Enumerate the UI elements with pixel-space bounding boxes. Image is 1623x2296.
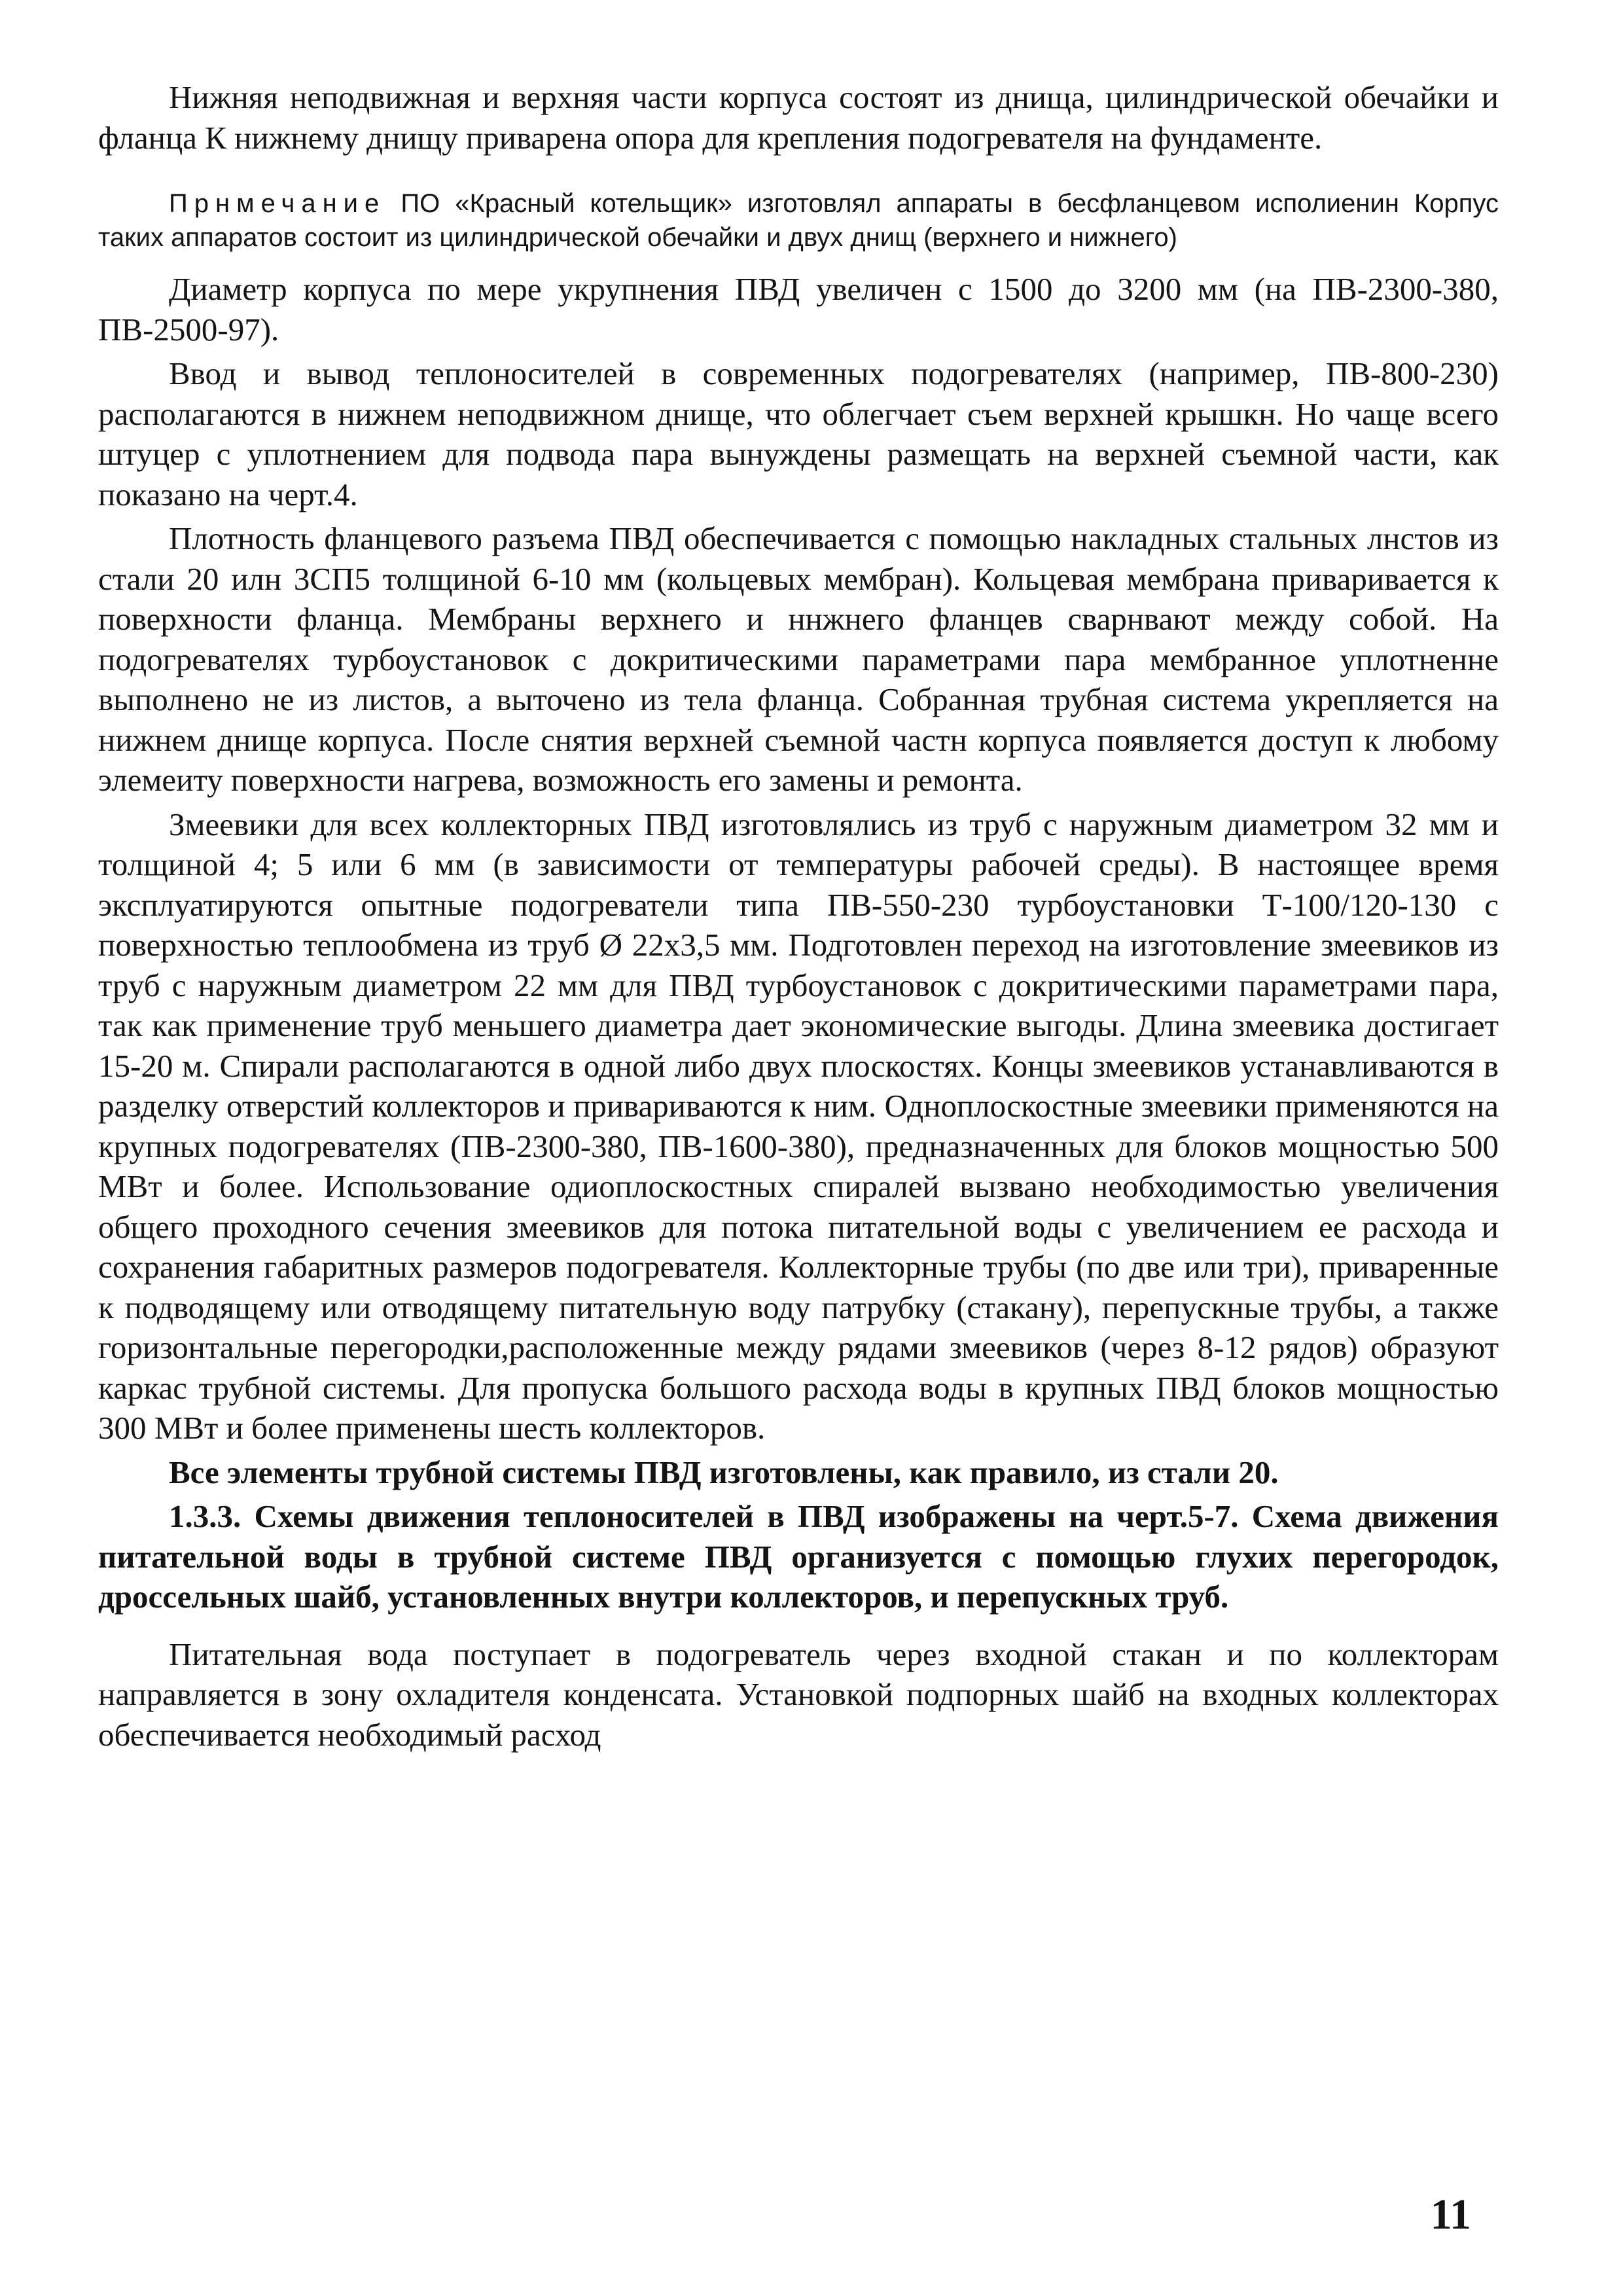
note-label: Прнмечание <box>169 189 386 218</box>
paragraph-coils: Змеевики для всех коллекторных ПВД изготовлялись из труб с наружным диаметром 32 мм и толщиной 4; 5 или 6 мм (в зависимости от температуры рабочей среды). В настоящее время эксплуатируются опытные подогреватели типа ПВ-550-230 турбоустановки Т-100/120-130 с поверхностью теплообмена из труб Ø 22х3,5 мм. Подготовлен переход на изготовление змеевиков из труб с наружным диаметром 22 мм для ПВД турбоустановок с докритическими параметрами пара, так как применение труб меньшего диаметра дает экономические выгоды. Длина змеевика достигает 15-20 м. Спирали располагаются в одной либо двух плоскостях. Концы змеевиков устанавливаются в разделку отверстий коллекторов и привариваются к ним. Одноплоскостные змеевики применяются на крупных подогревателях (ПВ-2300-380, ПВ-1600-380), предназначенных для блоков мощностью 500 МВт и более. Использование одиоплоскостных спиралей вызвано необходимостью увеличения общего проходного сечения змеевиков для потока питательной воды с увеличением ее расхода и сохранения габаритных размеров подогревателя. Коллекторные трубы (по две или три), приваренные к подводящему или отводящему питательную воду патрубку (стакану), перепускные трубы, а также горизонтальные перегородки,расположенные между рядами змеевиков (через 8-12 рядов) образуют каркас трубной системы. Для пропуска большого расхода воды в крупных ПВД блоков мощностью 300 МВт и более применены шесть коллекторов. <box>98 806 1499 1446</box>
note-text: ПО «Красный котельщик» изготовлял аппараты в бесфланцевом исполиенин Корпус таких аппаратов состоит из цилиндрической обечайки и двух днищ (верхнего и нижнего) <box>98 189 1499 252</box>
note-block <box>98 187 1499 255</box>
paragraph-housing-parts: Нижняя неподвижная и верхняя части корпуса состоят из днища, цилиндрической обечайки и фланца К нижнему днищу приварена опора для крепления подогревателя на фундаменте. <box>98 79 1499 156</box>
paragraph-feedwater: Питательная вода поступает в подогреватель через входной стакан и по коллекторам направляется в зону охладителя конденсата. Установкой подпорных шайб на входных коллекторах обеспечивается необходимый расход <box>98 1636 1499 1753</box>
paragraph-housing-diameter: Диаметр корпуса по мере укрупнения ПВД увеличен с 1500 до 3200 мм (на ПВ-2300-380, ПВ-2500-97). <box>98 271 1499 348</box>
paragraph-tube-material: Все элементы трубной системы ПВД изготовлены, как правило, из стали 20. <box>169 1454 1279 1490</box>
paragraph-heat-carrier-inlet: Ввод и вывод теплоносителей в современных подогревателях (например, ПВ-800-230) располагаются в нижнем неподвижном днище, что облегчает съем верхней крышкн. Но чаще всего штуцер с уплотнением для подвода пара вынуждены размещать на верхней съемной части, как показано на черт.4. <box>98 355 1499 512</box>
paragraph-flange-seal: Плотность фланцевого разъема ПВД обеспечивается с помощью накладных стальных лнстов из стали 20 илн 3СП5 толщиной 6-10 мм (кольцевых мембран). Кольцевая мембрана приваривается к поверхности фланца. Мембраны верхнего и ннжнего фланцев сварнвают между собой. На подогревателях турбоустановок с докритическими параметрами пара мембранное уплотненне выполнено не из листов, а выточено из тела фланца. Собранная трубная система укрепляется на нижнем днище корпуса. После снятия верхней съемной частн корпуса появляется доступ к любому элемеиту поверхности нагрева, возможность его замены и ремонта. <box>98 520 1499 798</box>
page-number: 11 <box>1430 2191 1471 2238</box>
page-body <box>98 77 1499 1755</box>
paragraph-flow-schemes: 1.3.3. Схемы движения теплоносителей в ПВД изображены на черт.5-7. Схема движения питательной воды в трубной системе ПВД организуется с помощью глухих перегородок, дроссельных шайб, установленных внутри коллекторов, и перепускных труб. <box>98 1498 1499 1615</box>
